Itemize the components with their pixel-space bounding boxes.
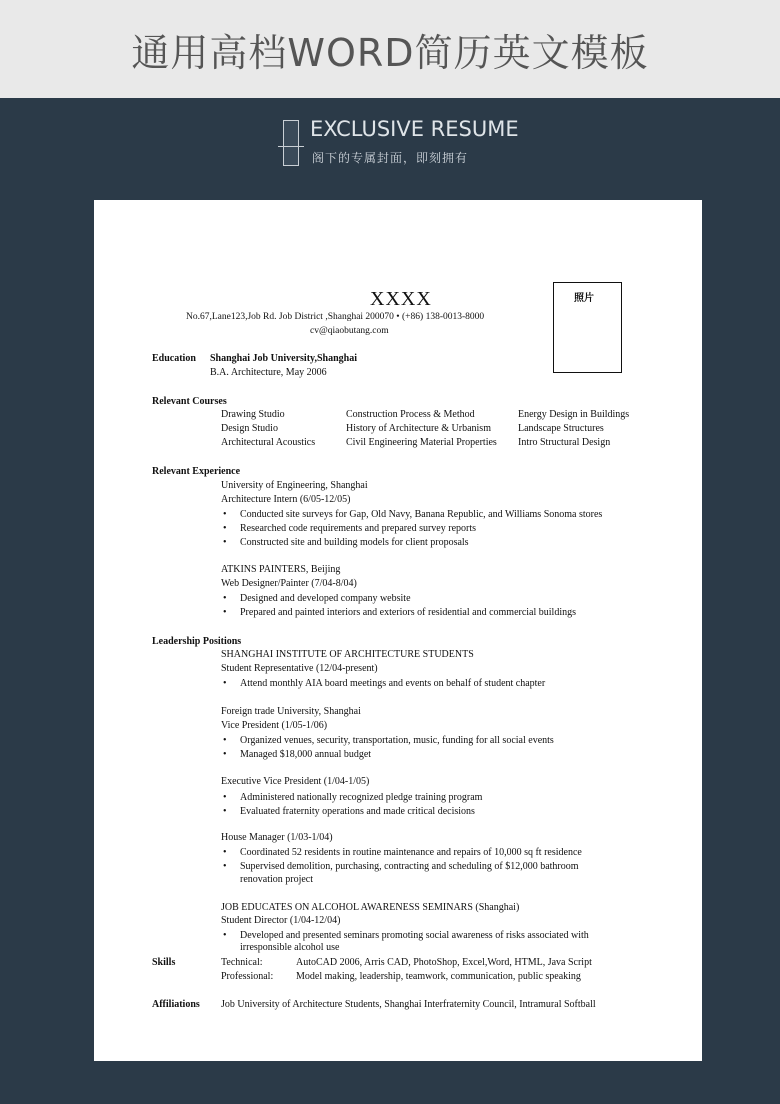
bullet-item: • Designed and developed company website [221, 592, 576, 606]
bullet-item: • Evaluated fraternity operations and made critical decisions [221, 805, 482, 819]
job-role: Architecture Intern (6/05-12/05) [221, 494, 351, 505]
leadership-bullets [221, 929, 589, 943]
bullet-continuation: renovation project [240, 874, 314, 885]
bullet-item: • Conducted site surveys for Gap, Old Navy, Banana Republic, and Williams Sonoma stores [221, 508, 602, 522]
leadership-heading: Leadership Positions [152, 636, 242, 647]
contact-email: cv@qiaobutang.com [310, 326, 389, 336]
leadership-role: Vice President (1/05-1/06) [221, 720, 328, 731]
contact-address: No.67,Lane123,Job Rd. Job District ,Shanghai 200070 • (+86) 138-0013-8000 [186, 312, 485, 322]
leadership-role: Executive Vice President (1/04-1/05) [221, 776, 370, 787]
brand-subtitle: 阁下的专属封面，即刻拥有 [312, 151, 469, 165]
skills-professional: Model making, leadership, teamwork, communication, public speaking [296, 971, 581, 982]
photo-placeholder [553, 282, 622, 373]
resume-page [94, 200, 702, 1061]
job-bullets [221, 508, 602, 550]
leadership-bullets [221, 791, 482, 819]
brand-logo-icon [283, 120, 299, 166]
course: Construction Process & Method [346, 409, 475, 420]
skills-heading: Skills [152, 957, 176, 968]
bullet-continuation: irresponsible alcohol use [240, 942, 340, 953]
brand-logo-line [278, 146, 304, 147]
leadership-bullets [221, 734, 554, 762]
course: Civil Engineering Material Properties [346, 437, 497, 448]
banner-title: 通用高档WORD简历英文模板 [131, 30, 649, 75]
bullet-item: • Organized venues, security, transportation, music, funding for all social events [221, 734, 554, 748]
education-degree: B.A. Architecture, May 2006 [210, 367, 327, 378]
affiliations-heading: Affiliations [152, 999, 200, 1010]
leadership-org: Foreign trade University, Shanghai [221, 706, 361, 717]
leadership-bullets [221, 846, 582, 874]
job-role: Web Designer/Painter (7/04-8/04) [221, 578, 357, 589]
skills-technical: AutoCAD 2006, Arris CAD, PhotoShop, Excel,Word, HTML, Java Script [296, 957, 592, 968]
course: Landscape Structures [518, 423, 604, 434]
course: Drawing Studio [221, 409, 285, 420]
leadership-role: Student Director (1/04-12/04) [221, 915, 341, 926]
bullet-item: • Supervised demolition, purchasing, contracting and scheduling of $12,000 bathroom [221, 860, 582, 874]
top-banner [0, 0, 780, 98]
course: History of Architecture & Urbanism [346, 423, 491, 434]
bullet-item: • Attend monthly AIA board meetings and events on behalf of student chapter [221, 677, 545, 691]
brand-title: EXCLUSIVE RESUME [310, 117, 519, 141]
education-school: Shanghai Job University,Shanghai [210, 353, 357, 364]
skills-technical-label: Technical: [221, 957, 263, 968]
leadership-bullets [221, 677, 545, 691]
skills-professional-label: Professional: [221, 971, 274, 982]
course: Architectural Acoustics [221, 437, 316, 448]
leadership-role: House Manager (1/03-1/04) [221, 832, 333, 843]
leadership-role: Student Representative (12/04-present) [221, 663, 378, 674]
job-bullets [221, 592, 576, 620]
bullet-item: • Developed and presented seminars promoting social awareness of risks associated with [221, 929, 589, 943]
experience-heading: Relevant Experience [152, 466, 241, 477]
bullet-item: • Coordinated 52 residents in routine maintenance and repairs of 10,000 sq ft residence [221, 846, 582, 860]
affiliations-text: Job University of Architecture Students, Shanghai Interfraternity Council, Intramural Softball [221, 999, 596, 1010]
bullet-item: • Researched code requirements and prepared survey reports [221, 522, 602, 536]
course: Intro Structural Design [518, 437, 611, 448]
courses-heading: Relevant Courses [152, 396, 227, 407]
course: Design Studio [221, 423, 278, 434]
photo-label: 照片 [574, 293, 594, 304]
leadership-org: JOB EDUCATES ON ALCOHOL AWARENESS SEMINARS (Shanghai) [221, 902, 520, 913]
resume-name: XXXX [370, 288, 432, 310]
course: Energy Design in Buildings [518, 409, 630, 420]
bullet-item: • Prepared and painted interiors and exteriors of residential and commercial buildings [221, 606, 576, 620]
bullet-item: • Managed $18,000 annual budget [221, 748, 554, 762]
bullet-item: • Constructed site and building models for client proposals [221, 536, 602, 550]
job-org: ATKINS PAINTERS, Beijing [221, 564, 341, 575]
bullet-item: • Administered nationally recognized pledge training program [221, 791, 482, 805]
education-heading: Education [152, 353, 196, 364]
job-org: University of Engineering, Shanghai [221, 480, 368, 491]
leadership-org: SHANGHAI INSTITUTE OF ARCHITECTURE STUDENTS [221, 649, 474, 660]
